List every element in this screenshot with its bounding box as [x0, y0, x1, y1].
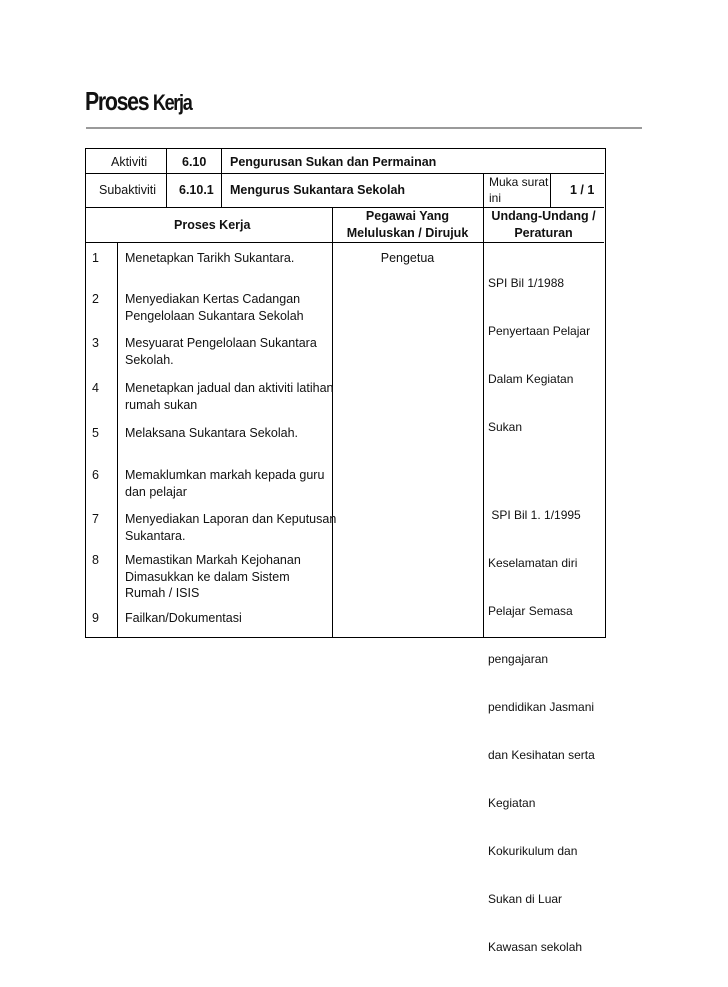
- undang-line: Kokurikulum dan: [488, 844, 578, 858]
- step-text-line: dan pelajar: [125, 484, 187, 499]
- step-number: 2: [92, 292, 99, 306]
- undang-header-line1: Undang-Undang /: [491, 209, 596, 223]
- aktiviti-name: Pengurusan Sukan dan Permainan: [230, 155, 437, 169]
- step-text: [125, 610, 242, 627]
- pegawai-value: Pengetua: [380, 251, 435, 265]
- step-number: 6: [92, 468, 99, 482]
- subaktiviti-name: Mengurus Sukantara Sekolah: [230, 183, 406, 197]
- step-number: 7: [92, 512, 99, 526]
- step-text-line: Sekolah.: [125, 352, 174, 367]
- step-text: [125, 467, 324, 500]
- col-divider: [117, 242, 118, 637]
- col-divider: [550, 173, 551, 207]
- step-text-line: Menetapkan jadual dan aktiviti latihan: [125, 381, 334, 395]
- col-divider: [166, 149, 167, 207]
- muka-surat-line1: Muka surat: [489, 175, 549, 189]
- undang-line: SPI Bil 1/1988: [488, 276, 565, 290]
- title-divider: [86, 127, 642, 129]
- step-text-line: rumah sukan: [125, 397, 198, 412]
- pegawai-header: [332, 208, 483, 241]
- undang-line: dan Kesihatan serta: [488, 748, 595, 762]
- col-divider: [332, 207, 333, 637]
- step-text-line: Menyediakan Laporan dan Keputusan: [125, 512, 337, 526]
- undang-header: [483, 208, 604, 241]
- undang-line: pengajaran: [488, 652, 549, 666]
- step-number: 5: [92, 426, 99, 440]
- step-text-line: Memaklumkan markah kepada guru: [125, 468, 325, 482]
- step-number: 3: [92, 336, 99, 350]
- pegawai-header-line1: Pegawai Yang: [365, 209, 450, 223]
- proses-kerja-header: Proses Kerja: [174, 218, 251, 232]
- step-text: [125, 291, 304, 324]
- step-text-line: Melaksana Sukantara Sekolah.: [125, 426, 299, 440]
- page-title: [85, 86, 191, 117]
- undang-line: [488, 467, 595, 475]
- undang-line: Kegiatan: [488, 796, 536, 810]
- muka-surat-label: [489, 174, 548, 206]
- undang-line: Keselamatan diri: [488, 556, 578, 570]
- step-text-line: Menetapkan Tarikh Sukantara.: [125, 251, 295, 265]
- aktiviti-label: Aktiviti: [111, 155, 148, 169]
- undang-line: Dalam Kegiatan: [488, 372, 574, 386]
- undang-line: Sukan di Luar: [488, 892, 563, 906]
- step-number: 4: [92, 381, 99, 395]
- undang-line: Pelajar Semasa: [488, 604, 573, 618]
- step-text: [125, 250, 294, 267]
- step-text: [125, 335, 317, 368]
- undang-header-line2: Peraturan: [514, 225, 573, 240]
- page-title-sub: Kerja: [152, 90, 192, 115]
- subaktiviti-code: 6.10.1: [179, 183, 214, 197]
- undang-line: SPI Bil 1. 1/1995: [488, 508, 581, 522]
- col-divider: [221, 149, 222, 207]
- col-divider: [483, 173, 484, 637]
- undang-line: Kawasan sekolah: [488, 940, 583, 954]
- page-title-main: Proses: [85, 86, 149, 116]
- step-text: [125, 425, 298, 442]
- step-text: [125, 552, 301, 602]
- step-text-line: Menyediakan Kertas Cadangan: [125, 292, 301, 306]
- undang-line: Sukan: [488, 420, 523, 434]
- step-text-line: Failkan/Dokumentasi: [125, 611, 242, 625]
- step-text: [125, 380, 333, 413]
- process-table: [85, 148, 606, 954]
- aktiviti-code: 6.10: [182, 155, 207, 169]
- step-text-line: Memastikan Markah Kejohanan: [125, 553, 301, 567]
- pegawai-header-line2: Meluluskan / Dirujuk: [346, 225, 469, 240]
- undang-line: pendidikan Jasmani: [488, 700, 595, 714]
- step-text: [125, 511, 336, 544]
- muka-surat-line2: ini: [489, 191, 502, 205]
- step-text-line: Dimasukkan ke dalam Sistem: [125, 569, 290, 584]
- step-text-line: Rumah / ISIS: [125, 586, 200, 600]
- step-text-line: Mesyuarat Pengelolaan Sukantara: [125, 336, 317, 350]
- undang-line: Penyertaan Pelajar: [488, 324, 591, 338]
- step-text-line: Pengelolaan Sukantara Sekolah: [125, 308, 304, 323]
- step-number: 1: [92, 251, 99, 265]
- subaktiviti-label: Subaktiviti: [99, 183, 156, 197]
- step-text-line: Sukantara.: [125, 528, 186, 543]
- muka-surat-value: 1 / 1: [570, 183, 595, 197]
- step-number: 8: [92, 553, 99, 567]
- undang-undang-list: [488, 243, 595, 987]
- step-number: 9: [92, 611, 99, 625]
